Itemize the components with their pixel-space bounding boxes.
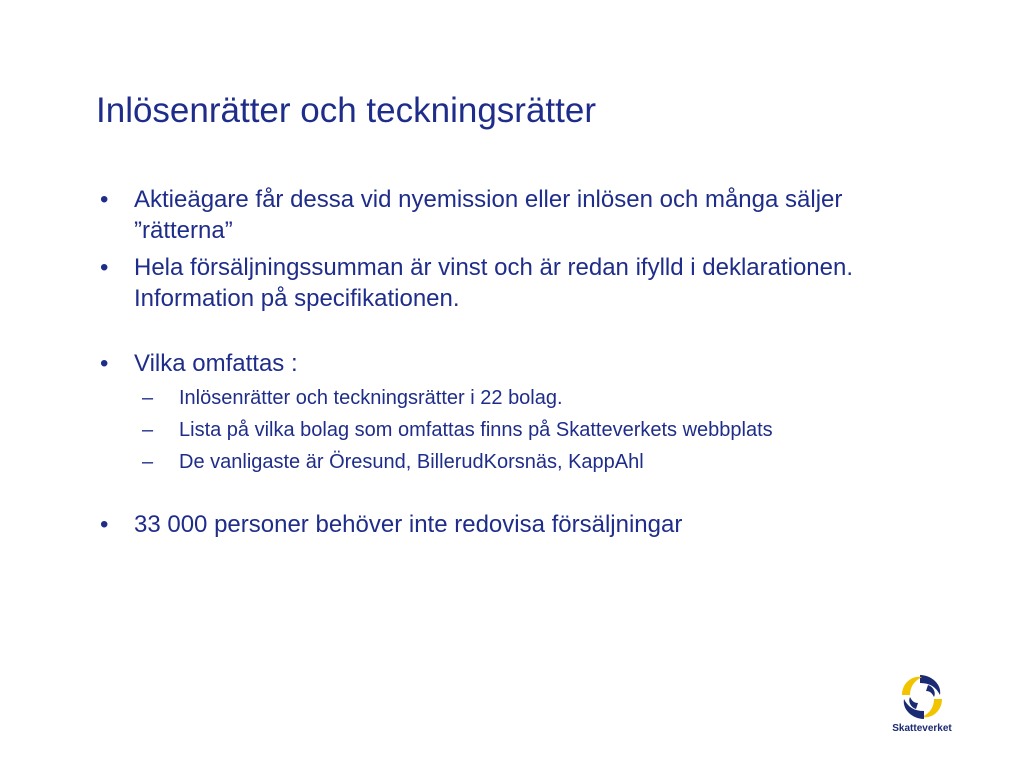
bullet-marker: •	[100, 186, 109, 213]
bullet-text: Aktieägare får dessa vid nyemission eller inlösen och många säljer ”rätterna”	[134, 186, 843, 244]
bullet-item	[96, 184, 936, 246]
sub-bullet-item	[96, 449, 936, 475]
sub-bullet-marker: –	[142, 387, 154, 409]
sub-bullet-item	[96, 417, 936, 443]
logo-text: Skatteverket	[892, 723, 952, 734]
bullet-item	[96, 509, 936, 540]
slide-content	[96, 184, 936, 546]
sub-bullet-item	[96, 385, 936, 411]
swirl-logo-icon	[896, 673, 948, 723]
bullet-marker: •	[100, 511, 109, 538]
bullet-marker: •	[100, 350, 109, 377]
bullet-text: Hela försäljningssumman är vinst och är redan ifylld i deklarationen. Information på specifikationen.	[134, 254, 854, 312]
spacer	[96, 481, 936, 509]
slide-title: Inlösenrätter och teckningsrätter	[96, 91, 596, 130]
sub-bullet-text: Inlösenrätter och teckningsrätter i 22 bolag.	[179, 387, 563, 409]
spacer	[96, 320, 936, 348]
sub-bullet-marker: –	[142, 419, 154, 441]
bullet-text: Vilka omfattas :	[134, 350, 298, 377]
sub-bullet-text: De vanligaste är Öresund, BillerudKorsnäs, KappAhl	[179, 451, 644, 473]
bullet-item	[96, 252, 936, 314]
skatteverket-logo	[886, 673, 958, 745]
bullet-item	[96, 348, 936, 379]
bullet-marker: •	[100, 254, 109, 281]
sub-bullet-marker: –	[142, 451, 154, 473]
bullet-text: 33 000 personer behöver inte redovisa försäljningar	[134, 511, 683, 538]
sub-bullet-text: Lista på vilka bolag som omfattas finns på Skatteverkets webbplats	[179, 419, 773, 441]
